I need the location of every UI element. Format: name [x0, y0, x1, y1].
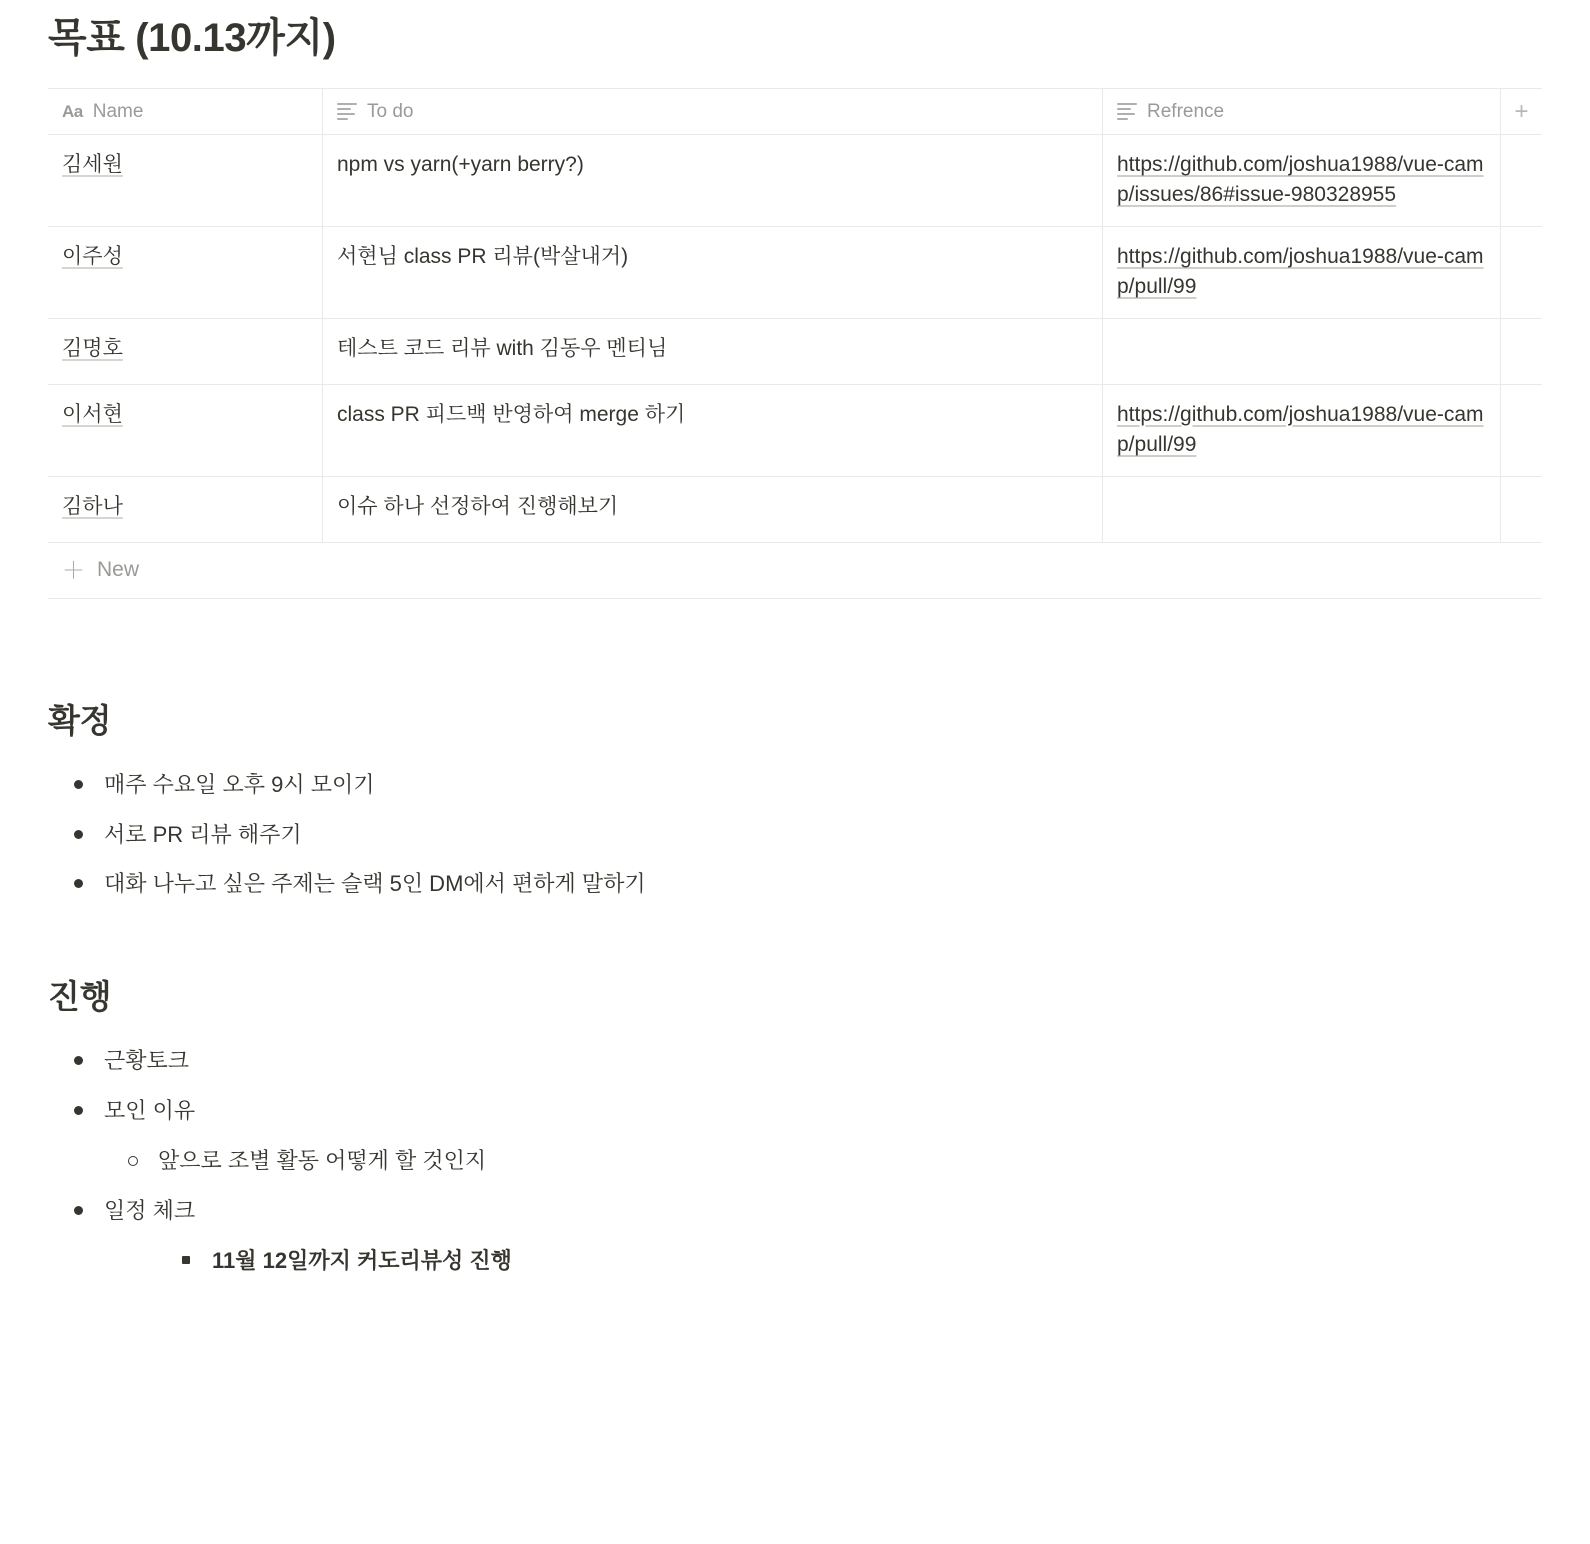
- column-header-todo[interactable]: [322, 89, 1102, 134]
- cell-todo[interactable]: 이슈 하나 선정하여 진행해보기: [322, 477, 1102, 542]
- cell-name[interactable]: [48, 477, 322, 542]
- row-title: 김명호: [62, 336, 123, 360]
- table-row[interactable]: [48, 227, 1542, 319]
- cell-name[interactable]: [48, 227, 322, 318]
- cell-name[interactable]: [48, 135, 322, 226]
- cell-tail: [1500, 135, 1542, 226]
- reference-link[interactable]: https://github.com/joshua1988/vue-camp/pull/99: [1117, 244, 1484, 299]
- bulleted-list-progress: [48, 1036, 1542, 1285]
- cell-name[interactable]: [48, 319, 322, 384]
- cell-refrence[interactable]: [1102, 477, 1500, 542]
- cell-todo[interactable]: npm vs yarn(+yarn berry?): [322, 135, 1102, 226]
- cell-refrence[interactable]: [1102, 227, 1500, 318]
- table-header-row: [48, 89, 1542, 135]
- row-title: 김하나: [62, 494, 123, 518]
- new-row-button[interactable]: [48, 543, 1542, 599]
- column-header-name[interactable]: [48, 89, 322, 134]
- text-aa-icon: Aa: [62, 101, 83, 121]
- database-table: [48, 88, 1542, 599]
- column-header-label: To do: [367, 100, 414, 122]
- section-heading-confirmed: 확정: [48, 701, 112, 739]
- column-header-refrence[interactable]: [1102, 89, 1500, 134]
- table-row[interactable]: [48, 385, 1542, 477]
- cell-refrence[interactable]: [1102, 385, 1500, 476]
- text-lines-icon: [337, 103, 357, 120]
- list-item[interactable]: 11월 12일까지 커도리뷰성 진행: [48, 1236, 1542, 1286]
- row-title: 이서현: [62, 402, 123, 426]
- row-title: 김세원: [62, 153, 123, 176]
- list-item[interactable]: 근황토크: [48, 1036, 1542, 1086]
- section-heading-progress: 진행: [48, 978, 112, 1016]
- column-header-label: Refrence: [1147, 100, 1225, 122]
- plus-icon: ＋: [62, 556, 85, 583]
- bulleted-list-confirmed: [48, 760, 1542, 910]
- table-row[interactable]: [48, 135, 1542, 227]
- new-row-label: New: [97, 558, 140, 582]
- row-title: 이주성: [62, 244, 123, 268]
- cell-todo[interactable]: class PR 피드백 반영하여 merge 하기: [322, 385, 1102, 476]
- list-item[interactable]: 대화 나누고 싶은 주제는 슬랙 5인 DM에서 편하게 말하기: [48, 859, 1542, 909]
- list-item[interactable]: 일정 체크: [48, 1186, 1542, 1236]
- table-row[interactable]: [48, 477, 1542, 543]
- add-column-button[interactable]: [1500, 89, 1542, 134]
- plus-icon: +: [1514, 97, 1529, 125]
- reference-link[interactable]: https://github.com/joshua1988/vue-camp/pull/99: [1117, 402, 1484, 457]
- cell-tail: [1500, 477, 1542, 542]
- cell-refrence[interactable]: [1102, 319, 1500, 384]
- table-row[interactable]: [48, 319, 1542, 385]
- list-item[interactable]: 매주 수요일 오후 9시 모이기: [48, 760, 1542, 810]
- column-header-label: Name: [92, 100, 144, 122]
- page-title: 목표 (10.13까지): [48, 16, 336, 60]
- reference-link[interactable]: https://github.com/joshua1988/vue-camp/issues/86#issue-980328955: [1117, 153, 1484, 207]
- cell-tail: [1500, 319, 1542, 384]
- notion-page: [0, 14, 1590, 1286]
- list-item[interactable]: 앞으로 조별 활동 어떻게 할 것인지: [48, 1136, 1542, 1186]
- cell-tail: [1500, 385, 1542, 476]
- cell-todo[interactable]: 테스트 코드 리뷰 with 김동우 멘티님: [322, 319, 1102, 384]
- text-lines-icon: [1117, 103, 1137, 120]
- cell-name[interactable]: [48, 385, 322, 476]
- cell-tail: [1500, 227, 1542, 318]
- list-item[interactable]: 모인 이유: [48, 1086, 1542, 1136]
- cell-todo[interactable]: 서현님 class PR 리뷰(박살내거): [322, 227, 1102, 318]
- list-item[interactable]: 서로 PR 리뷰 해주기: [48, 810, 1542, 860]
- cell-refrence[interactable]: [1102, 135, 1500, 226]
